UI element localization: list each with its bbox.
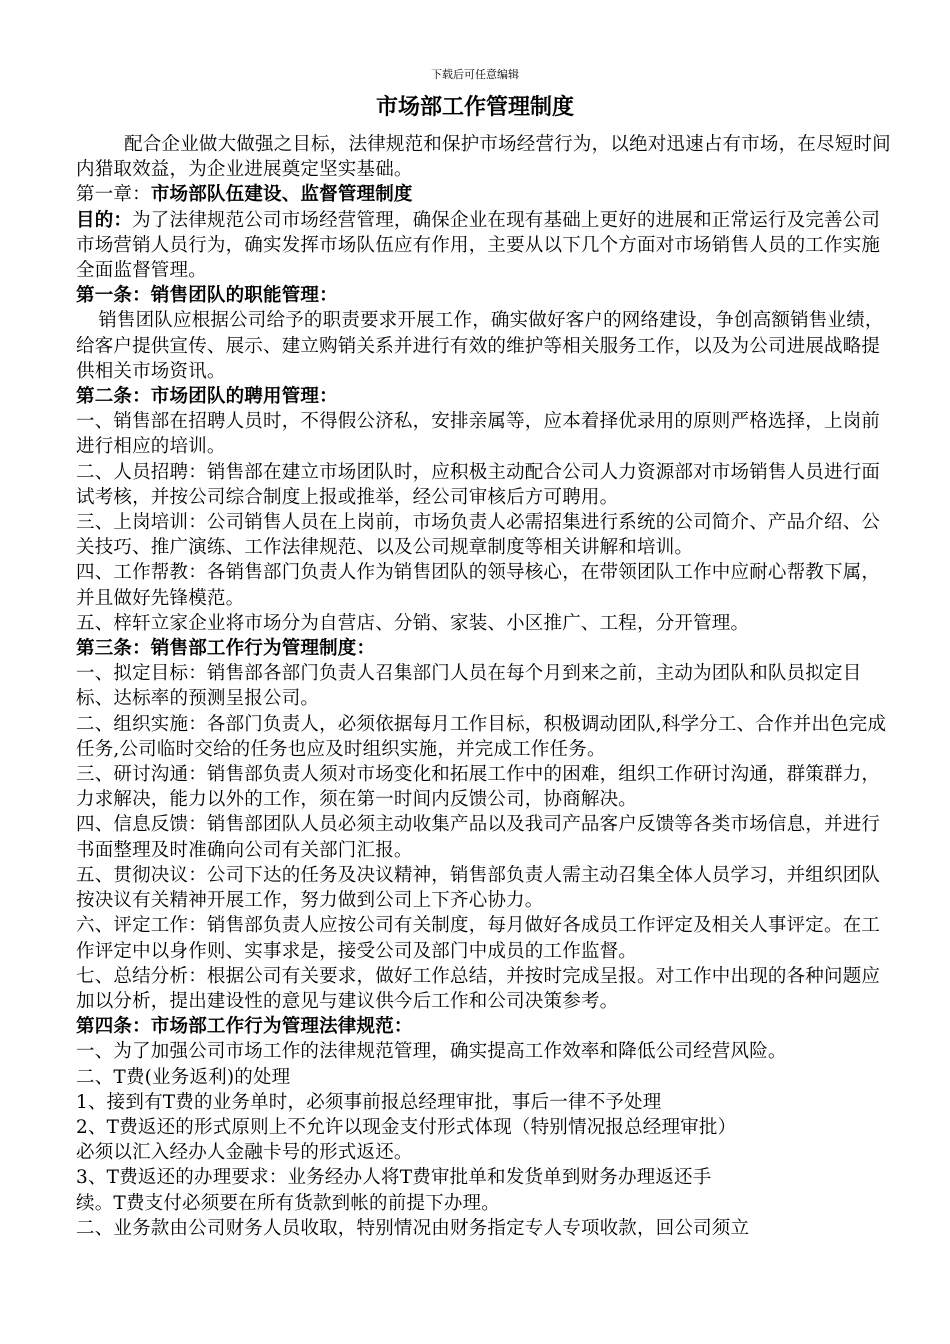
chapter1-title: 市场部队伍建设、监督管理制度 bbox=[150, 184, 413, 206]
article2-item: 四、工作帮教：各销售部门负责人作为销售团队的领导核心，在带领团队工作中应耐心帮教下属，并且做好先锋模范。 bbox=[76, 562, 881, 609]
article3-item: 四、信息反馈：销售部团队人员必须主动收集产品以及我司产品客户反馈等各类市场信息，并进行书面整理及时准确向公司有关部门汇报。 bbox=[76, 814, 881, 861]
article2-item: 五、梓轩立家企业将市场分为自营店、分销、家装、小区推广、工程，分开管理。 bbox=[76, 612, 750, 634]
article3-item: 三、研讨沟通：销售部负责人须对市场变化和拓展工作中的困难，组织工作研讨沟通，群策群力，力求解决，能力以外的工作，须在第一时间内反馈公司，协商解决。 bbox=[76, 764, 881, 811]
article3-heading: 第三条：销售部工作行为管理制度： bbox=[76, 638, 376, 660]
document-body bbox=[76, 132, 896, 1241]
purpose-paragraph bbox=[76, 208, 896, 284]
intro-paragraph: 配合企业做大做强之目标，法律规范和保护市场经营行为，以绝对迅速占有市场，在尽短时间内猎取效益，为企业进展奠定坚实基础。 bbox=[76, 134, 891, 181]
article4-subitem: 1、接到有T费的业务单时，必须事前报总经理审批，事后一律不予处理 bbox=[76, 1091, 662, 1113]
chapter1-heading bbox=[76, 182, 896, 207]
purpose-label: 目的： bbox=[76, 209, 133, 231]
article4-subitem: 3、T费返还的办理要求：业务经办人将T费审批单和发货单到财务办理返还手 bbox=[76, 1167, 712, 1189]
article4-heading: 第四条：市场部工作行为管理法律规范： bbox=[76, 1016, 413, 1038]
article4-item: 二、T费(业务返利)的处理 bbox=[76, 1066, 291, 1088]
article2-item: 一、销售部在招聘人员时，不得假公济私，安排亲属等，应本着择优录用的原则严格选择，上岗前进行相应的培训。 bbox=[76, 411, 881, 458]
article4-item: 一、为了加强公司市场工作的法律规范管理，确实提高工作效率和降低公司经营风险。 bbox=[76, 1041, 787, 1063]
article4-subitem: 2、T费返还的形式原则上不允许以现金支付形式体现（特别情况报总经理审批） bbox=[76, 1116, 737, 1138]
article3-item: 一、拟定目标：销售部各部门负责人召集部门人员在每个月到来之前，主动为团队和队员拟定目标、达标率的预测呈报公司。 bbox=[76, 663, 862, 710]
article3-item: 五、贯彻决议：公司下达的任务及决议精神，销售部负责人需主动召集全体人员学习，并组织团队按决议有关精神开展工作，努力做到公司上下齐心协力。 bbox=[76, 864, 881, 912]
article4-subitem: 必须以汇入经办人金融卡号的形式返还。 bbox=[76, 1142, 413, 1164]
article2-heading: 第二条：市场团队的聘用管理： bbox=[76, 386, 338, 408]
chapter1-prefix: 第一章： bbox=[76, 184, 151, 206]
article2-item: 三、上岗培训：公司销售人员在上岗前，市场负责人必需招集进行系统的公司简介、产品介绍、公关技巧、推广演练、工作法律规范、以及公司规章制度等相关讲解和培训。 bbox=[76, 512, 881, 559]
article3-item: 二、组织实施：各部门负责人，必须依据每月工作目标，积极调动团队,科学分工、合作并出色完成任务,公司临时交给的任务也应及时组织实施，并完成工作任务。 bbox=[76, 713, 887, 760]
page-title: 市场部工作管理制度 bbox=[375, 94, 574, 120]
article4-item: 二、业务款由公司财务人员收取，特别情况由财务指定专人专项收款，回公司须立 bbox=[76, 1217, 750, 1239]
article4-subitem: 续。T费支付必须要在所有货款到帐的前提下办理。 bbox=[76, 1192, 500, 1214]
article1-text: 销售团队应根据公司给予的职责要求开展工作，确实做好客户的网络建设，争创高额销售业绩，给客户提供宣传、展示、建立购销关系并进行有效的维护等相关服务工作，以及为公司进展战略提供相关市场资讯。 bbox=[76, 310, 884, 382]
article3-item: 七、总结分析：根据公司有关要求，做好工作总结，并按时完成呈报。对工作中出现的各种问题应加以分析，提出建设性的意见与建议供今后工作和公司决策参考。 bbox=[76, 965, 881, 1012]
article3-item: 六、评定工作：销售部负责人应按公司有关制度，每月做好各成员工作评定及相关人事评定。在工作评定中以身作则、实事求是，接受公司及部门中成员的工作监督。 bbox=[76, 915, 881, 962]
purpose-text: 为了法律规范公司市场经营管理，确保企业在现有基础上更好的进展和正常运行及完善公司市场营销人员行为，确实发挥市场队伍应有作用，主要从以下几个方面对市场销售人员的工作实施全面监督管理。 bbox=[76, 209, 881, 282]
header-note: 下载后可任意编辑 bbox=[431, 68, 519, 81]
article1-heading: 第一条：销售团队的职能管理： bbox=[76, 285, 338, 307]
article2-item: 二、人员招聘：销售部在建立市场团队时，应积极主动配合公司人力资源部对市场销售人员进行面试考核，并按公司综合制度上报或推举，经公司审核后方可聘用。 bbox=[76, 461, 881, 508]
